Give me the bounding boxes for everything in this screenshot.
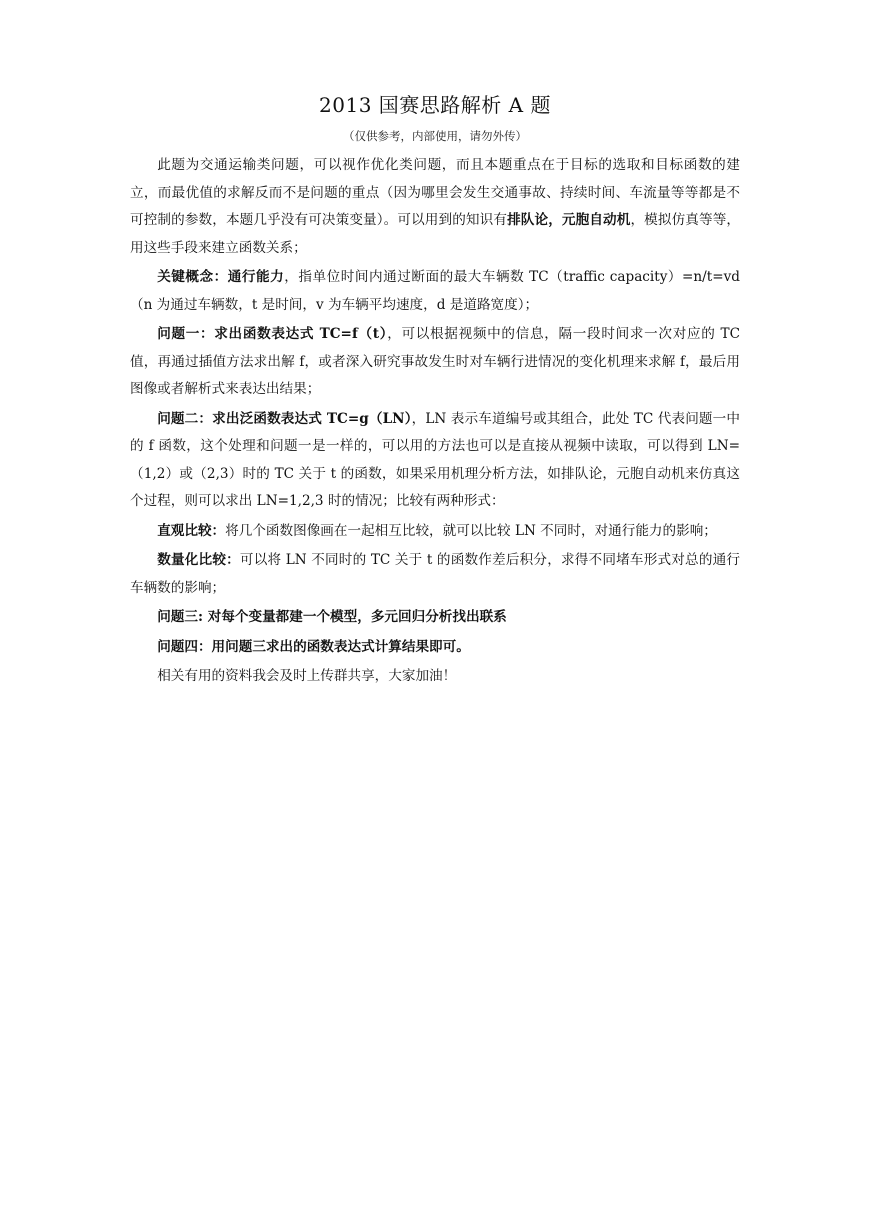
question-3-label: 问题三: 对每个变量都建一个模型，多元回归分析找出联系 (157, 609, 507, 625)
question-1-paragraph (130, 321, 740, 404)
key-concept-label: 关键概念：通行能力 (157, 269, 285, 285)
intuitive-compare-paragraph (130, 518, 740, 546)
quantitative-compare-paragraph (130, 547, 740, 602)
intro-paragraph (130, 152, 740, 262)
quantitative-compare-label: 数量化比较： (157, 552, 240, 568)
question-4-label: 问题四：用问题三求出的函数表达式计算结果即可。 (157, 638, 470, 655)
intro-text: 此题为交通运输类问题，可以视作优化类问题，而且本题重点在于目标的选取和目标函数的建立，而最优值的求解反而不是问题的重点（因为哪里会发生交通事故、持续时间、车流量等等都是不可控制的参数，本题几乎没有可决策变量）。可以用到的知识有 (130, 157, 740, 228)
page-subtitle: （仅供参考，内部使用，请勿外传） (343, 129, 527, 143)
term-cellular-automata: 元胞自动机 (561, 212, 631, 228)
document-page (130, 90, 740, 693)
key-concept-text: ，指单位时间内通过断面的最大车辆数 TC（traffic capacity）=n/t=vd（n 为通过车辆数，t 是时间，v 为车辆平均速度，d 是道路宽度）； (130, 269, 740, 313)
question-1-label: 问题一：求出函数表达式 TC=f（t） (157, 326, 388, 342)
key-concept-paragraph (130, 264, 740, 319)
intro-text-end: ，模拟仿真等等，用这些手段来建立函数关系； (130, 212, 741, 256)
question-3-paragraph (130, 604, 740, 632)
question-2-paragraph (130, 406, 740, 516)
term-queueing: 排队论 (507, 212, 549, 228)
term-separator: ， (548, 212, 562, 228)
closing-paragraph (130, 663, 740, 691)
page-title: 2013 国赛思路解析 A 题 (319, 93, 551, 117)
quantitative-compare-text: 可以将 LN 不同时的 TC 关于 t 的函数作差后积分，求得不同堵车形式对总的通行车辆数的影响； (130, 552, 740, 596)
question-1-text: ，可以根据视频中的信息，隔一段时间求一次对应的 TC 值，再通过插值方法求出解 f，或者深入研究事故发生时对车辆行进情况的变化机理来求解 f，最后用图像或者解析式来表达出结果； (130, 326, 740, 397)
question-2-text: ，LN 表示车道编号或其组合，此处 TC 代表问题一中的 f 函数，这个处理和问题一是一样的，可以用的方法也可以是直接从视频中读取，可以得到 LN=（1,2）或（2,3）时的 TC 关于 t 的函数，如果采用机理分析方法，如排队论，元胞自动机来仿真这个过程，则可以求出 LN=1,2,3 时的情况；比较有两种形式： (130, 410, 740, 509)
intuitive-compare-label: 直观比较： (157, 522, 226, 539)
intuitive-compare-text: 将几个函数图像画在一起相互比较，就可以比较 LN 不同时，对通行能力的影响； (225, 522, 717, 539)
question-2-label: 问题二：求出泛函数表达式 TC=g（LN） (157, 410, 412, 427)
closing-text: 相关有用的资料我会及时上传群共享，大家加油！ (157, 668, 457, 684)
question-4-paragraph (130, 634, 740, 662)
